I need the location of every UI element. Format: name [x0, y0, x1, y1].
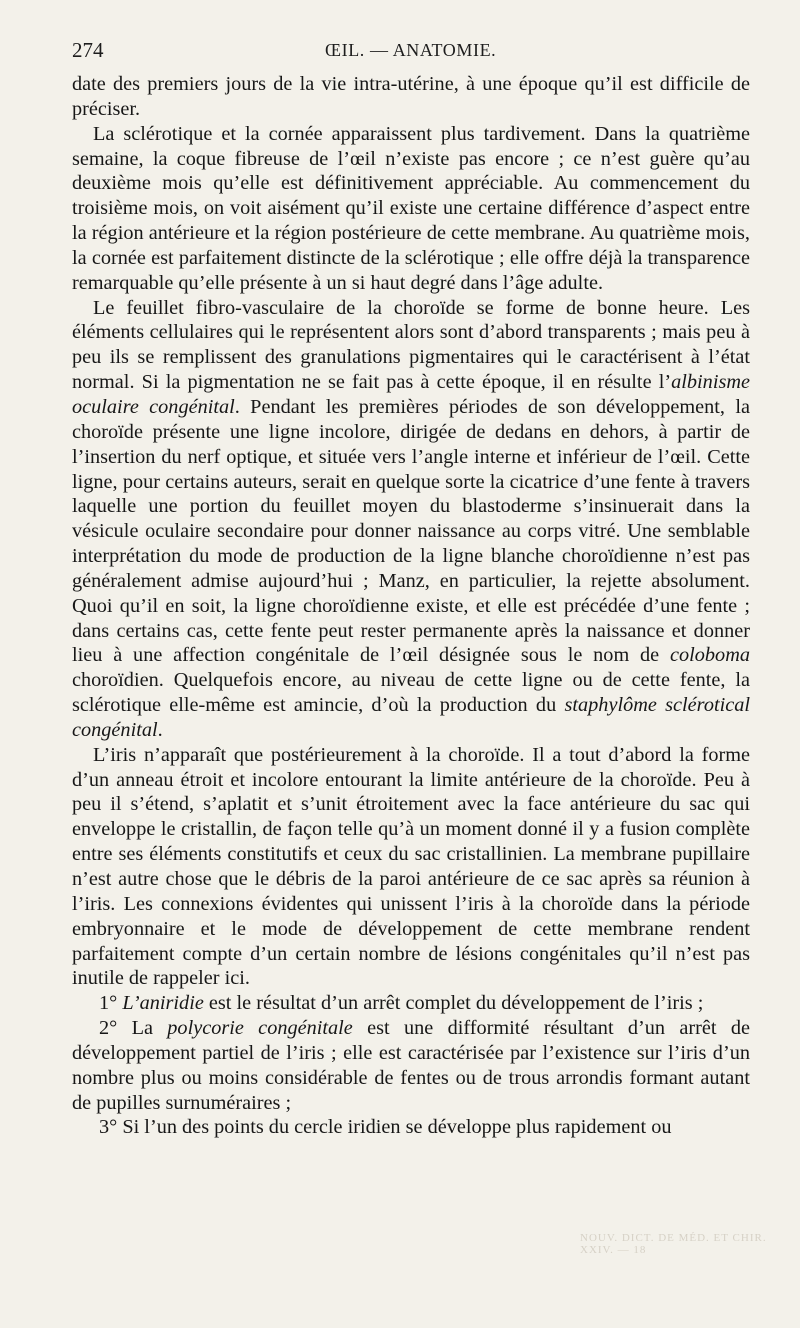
page-number: 274 [72, 38, 104, 62]
text-run: 1° [99, 992, 123, 1015]
italic-term: albinisme oculaire congénital [72, 371, 750, 418]
text-run: date des premiers jours de la vie intra-utérine, à une époque qu’il est difficile de préciser. [72, 73, 750, 120]
list-item-aniridie [72, 991, 750, 1016]
text-run: est le résultat d’un arrêt complet du développement de l’iris ; [203, 992, 704, 1015]
paragraph-iris [72, 743, 750, 991]
list-item-polycorie [72, 1016, 750, 1115]
text-run: est une difformité résultant d’un arrêt de développement partiel de l’iris ; elle est caractérisée par l’existence sur l’iris d’un nombre plus ou moins considérable de fentes ou de trous arrondis formant autant de pupilles surnuméraires ; [72, 1017, 750, 1114]
text-run: 3° Si l’un des points du cercle iridien se développe plus rapidement ou [99, 1116, 672, 1139]
text-run: Le feuillet fibro-vasculaire de la choroïde se forme de bonne heure. Les éléments cellulaires qui le représentent alors sont d’abord transparents ; mais peu à peu ils se remplissent des granulations pigmentaires qui le caractérisent à l’état normal. Si la pigmentation ne se fait pas à cette époque, il en résulte l’ [72, 296, 750, 394]
body-text [72, 72, 750, 1140]
text-run: 2° La [99, 1017, 168, 1040]
list-item-third [72, 1115, 750, 1140]
text-run: . Pendant les premières périodes de son développement, la choroïde présente une ligne incolore, dirigée de dedans en dehors, à partir de l’insertion du nerf optique, et située vers l’angle interne et inférieur de l’œil. Cette ligne, pour certains auteurs, serait en quelque sorte la cicatrice d’une fente à travers laquelle une portion du feuillet moyen du blastoderme s’insinuerait dans la vésicule oculaire secondaire pour donner naissance au corps vitré. Une semblable interprétation du mode de production de la ligne blanche choroïdienne n’est pas généralement admise aujourd’hui ; Manz, en particulier, la rejette absolument. Quoi qu’il en soit, la ligne choroïdienne existe, et elle est précédée d’une fente ; dans certains cas, cette fente peut rester permanente après la naissance et donner lieu à une affection congénitale de l’œil désignée sous le nom de [72, 395, 750, 667]
paragraph-choroide [72, 296, 750, 743]
signature-mark: NOUV. DICT. DE MÉD. ET CHIR. XXIV. — 18 [580, 1232, 767, 1256]
paragraph-continuation [72, 72, 750, 122]
running-head: ŒIL. — ANATOMIE. [325, 40, 497, 60]
text-run: La sclérotique et la cornée apparaissent plus tardivement. Dans la quatrième semaine, la coque fibreuse de l’œil n’existe pas encore ; ce n’est guère qu’au deuxième mois qu’elle est définitivement appréciable. Au commencement du troisième mois, on voit aisément qu’il existe une certaine différence d’aspect entre la région antérieure et la région postérieure de cette membrane. Au quatrième mois, la cornée est parfaitement distincte de la sclérotique ; elle offre déjà la transparence remarquable qu’elle présente à un si haut degré dans l’âge adulte. [72, 122, 750, 294]
text-run: L’iris n’apparaît que postérieurement à la choroïde. Il a tout d’abord la forme d’un anneau étroit et incolore entourant la limite antérieure de la choroïde. Peu à peu il s’étend, s’aplatit et s’unit étroitement avec la face antérieure du sac qui enveloppe le cristallin, de façon telle qu’à un moment donné il y a fusion complète entre ses éléments constitutifs et ceux du sac cristallinien. La membrane pupillaire n’est autre chose que le débris de la paroi antérieure de ce sac après sa réunion à l’iris. Les connexions évidentes qui unissent l’iris à la choroïde dans la période embryonnaire et le mode de développement de cette membrane rendent parfaitement compte d’un certain nombre de lésions congénitales qu’il n’est pas inutile de rappeler ici. [72, 743, 750, 990]
paragraph-sclerotique [72, 122, 750, 296]
italic-term: coloboma [670, 644, 750, 667]
italic-term: L’aniridie [122, 992, 204, 1015]
page-header [72, 38, 748, 70]
text-run: choroïdien. Quelquefois encore, au niveau de cette ligne ou de cette fente, la sclérotique elle-même est amincie, d’où la production du [72, 669, 750, 717]
italic-term: staphylôme sclérotical congénital [72, 694, 751, 741]
text-run: . [157, 718, 163, 741]
italic-term: polycorie congénitale [167, 1017, 353, 1040]
